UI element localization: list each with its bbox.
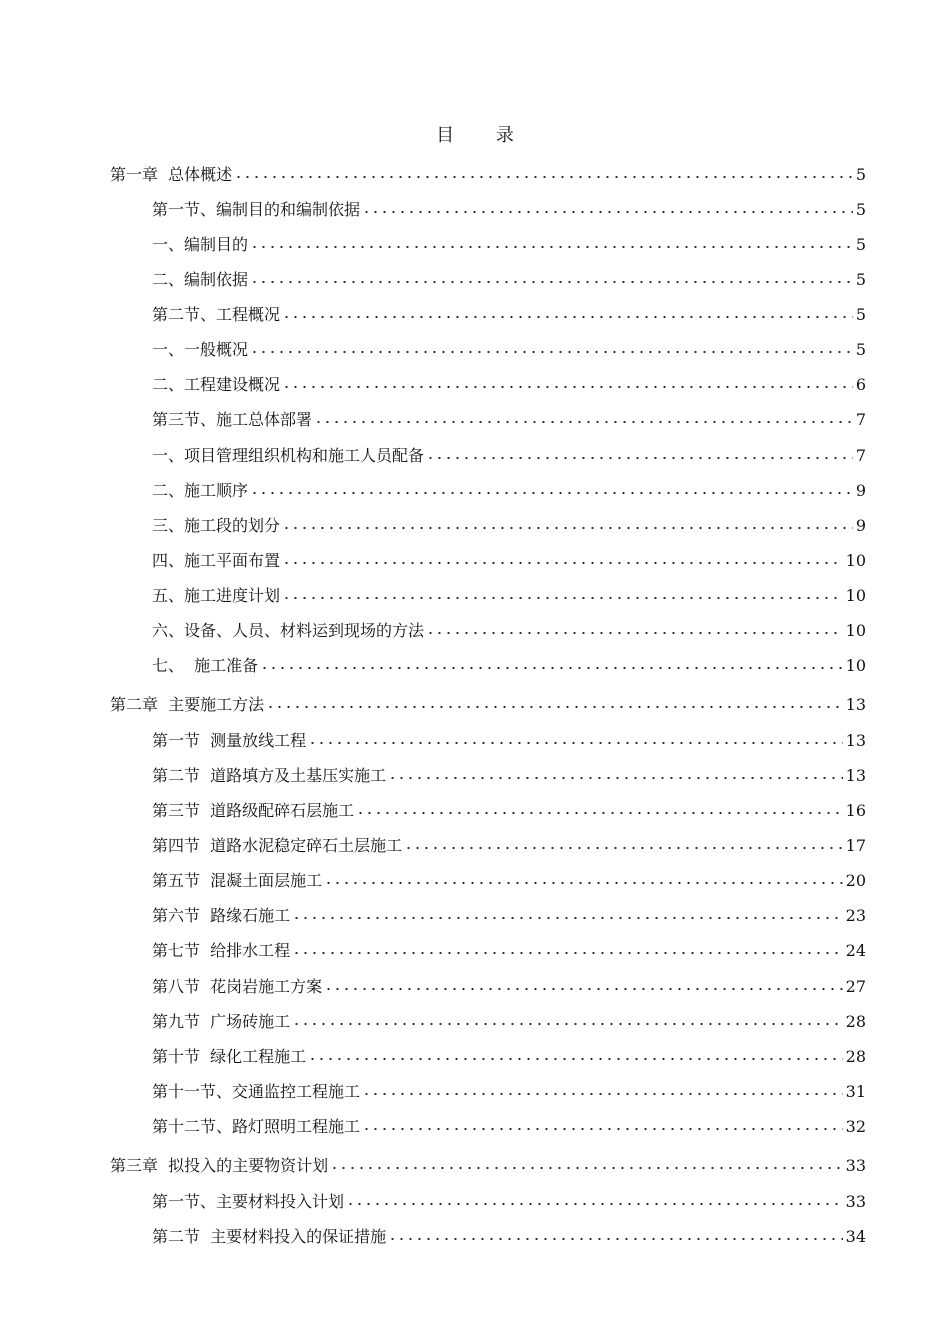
toc-dot-leader [308,739,842,747]
toc-entry-label: 第十一节、交通监控工程施工 [152,1082,361,1101]
toc-dot-leader [308,1055,842,1063]
toc-dot-leader [362,208,853,216]
toc-page-number: 27 [845,977,866,996]
toc-section-entry[interactable] [152,441,866,467]
toc-entry-label: 第三节 道路级配碎石层施工 [152,801,355,820]
toc-section-entry[interactable] [152,1222,866,1248]
toc-chapter-entry[interactable] [110,690,866,716]
toc-entry-label: 第七节 给排水工程 [152,941,291,960]
toc-section-entry[interactable] [152,476,866,502]
toc-dot-leader [426,629,843,637]
toc-dot-leader [250,489,853,497]
toc-dot-leader [346,1200,843,1208]
toc-dot-leader [324,985,842,993]
toc-entry-label: 一、一般概况 [152,340,249,359]
toc-page-number: 10 [845,621,866,640]
toc-dot-leader [282,383,853,391]
toc-entry-label: 第十节 绿化工程施工 [152,1047,307,1066]
toc-page-number: 7 [855,446,866,465]
toc-page-number: 10 [845,656,866,675]
toc-entry-label: 一、项目管理组织机构和施工人员配备 [152,446,425,465]
toc-section-entry[interactable] [152,936,866,962]
toc-page-number: 5 [855,165,866,184]
toc-entry-label: 第十二节、路灯照明工程施工 [152,1117,361,1136]
toc-page-number: 5 [855,305,866,324]
toc-dot-leader [292,1020,842,1028]
toc-page-number: 34 [845,1227,866,1246]
toc-dot-leader [250,243,853,251]
toc-page-number: 28 [845,1047,866,1066]
toc-dot-leader [356,809,842,817]
toc-page-number: 24 [845,941,866,960]
toc-entry-label: 第五节 混凝土面层施工 [152,871,323,890]
toc-page-number: 33 [845,1156,866,1175]
toc-page-number: 13 [845,695,866,714]
toc-entry-label: 第三章 拟投入的主要物资计划 [110,1156,329,1175]
toc-entry-label: 第九节 广场砖施工 [152,1012,291,1031]
toc-entry-label: 第四节 道路水泥稳定碎石土层施工 [152,836,403,855]
toc-section-entry[interactable] [152,1187,866,1213]
toc-section-entry[interactable] [152,511,866,537]
toc-page-number: 13 [845,766,866,785]
toc-dot-leader [282,524,853,532]
toc-dot-leader [362,1090,843,1098]
toc-entry-label: 二、施工顺序 [152,481,249,500]
toc-page-number: 32 [845,1117,866,1136]
toc-dot-leader [282,559,843,567]
toc-entry-label: 四、施工平面布置 [152,551,281,570]
toc-entry-label: 一、编制目的 [152,235,249,254]
toc-dot-leader [282,313,853,321]
toc-section-entry[interactable] [152,796,866,822]
toc-section-entry[interactable] [152,370,866,396]
toc-section-entry[interactable] [152,405,866,431]
toc-dot-leader [266,703,842,711]
toc-section-entry[interactable] [152,265,866,291]
toc-dot-leader [362,1125,843,1133]
toc-page-number: 6 [855,375,866,394]
toc-dot-leader [250,348,853,356]
toc-section-entry[interactable] [152,831,866,857]
toc-page-number: 7 [855,410,866,429]
toc-page-number: 17 [845,836,866,855]
toc-dot-leader [404,844,842,852]
toc-dot-leader [292,914,842,922]
toc-dot-leader [426,454,853,462]
toc-section-entry[interactable] [152,972,866,998]
toc-page-number: 10 [845,551,866,570]
toc-dot-leader [292,949,842,957]
toc-page-number: 23 [845,906,866,925]
toc-entry-label: 二、编制依据 [152,270,249,289]
toc-section-entry[interactable] [152,1042,866,1068]
toc-section-entry[interactable] [152,1007,866,1033]
toc-entry-label: 第二节 道路填方及土基压实施工 [152,766,387,785]
toc-page-number: 5 [855,200,866,219]
toc-entry-label: 第一节 测量放线工程 [152,731,307,750]
toc-page-number: 9 [855,481,866,500]
toc-entry-label: 第一节、主要材料投入计划 [152,1192,345,1211]
toc-page-number: 33 [845,1192,866,1211]
toc-chapter-entry[interactable] [110,160,866,186]
toc-entry-label: 第八节 花岗岩施工方案 [152,977,323,996]
toc-dot-leader [260,664,842,672]
toc-dot-leader [388,1235,842,1243]
toc-page-number: 28 [845,1012,866,1031]
toc-page-number: 20 [845,871,866,890]
toc-section-entry[interactable] [152,230,866,256]
toc-entry-label: 第一章 总体概述 [110,165,233,184]
toc-entry-label: 六、设备、人员、材料运到现场的方法 [152,621,425,640]
toc-entry-label: 二、工程建设概况 [152,375,281,394]
toc-entry-label: 五、施工进度计划 [152,586,281,605]
toc-title: 目 录 [436,125,532,146]
toc-page-number: 16 [845,801,866,820]
toc-section-entry[interactable] [152,726,866,752]
toc-page-number: 10 [845,586,866,605]
toc-entry-label: 第一节、编制目的和编制依据 [152,200,361,219]
toc-entry-label: 第二章 主要施工方法 [110,695,265,714]
toc-entry-label: 七、 施工准备 [152,656,259,675]
toc-section-entry[interactable] [152,616,866,642]
toc-section-entry[interactable] [152,901,866,927]
toc-page-number: 5 [855,235,866,254]
toc-dot-leader [314,418,853,426]
toc-dot-leader [330,1164,842,1172]
toc-page-number: 13 [845,731,866,750]
toc-entry-label: 第三节、施工总体部署 [152,410,313,429]
toc-page-number: 31 [845,1082,866,1101]
toc-entry-label: 第二节 主要材料投入的保证措施 [152,1227,387,1246]
toc-dot-leader [388,774,842,782]
toc-section-entry[interactable] [152,1112,866,1138]
toc-section-entry[interactable] [152,1077,866,1103]
toc-entry-label: 三、施工段的划分 [152,516,281,535]
toc-page-number: 9 [855,516,866,535]
toc-section-entry[interactable] [152,335,866,361]
toc-dot-leader [250,278,853,286]
toc-section-entry[interactable] [152,300,866,326]
toc-page-number: 5 [855,270,866,289]
toc-section-entry[interactable] [152,581,866,607]
toc-section-entry[interactable] [152,651,866,677]
toc-dot-leader [234,173,853,181]
toc-page-number: 5 [855,340,866,359]
toc-chapter-entry[interactable] [110,1151,866,1177]
toc-dot-leader [324,879,842,887]
toc-section-entry[interactable] [152,546,866,572]
toc-section-entry[interactable] [152,761,866,787]
toc-section-entry[interactable] [152,195,866,221]
toc-section-entry[interactable] [152,866,866,892]
toc-entry-label: 第六节 路缘石施工 [152,906,291,925]
toc-dot-leader [282,594,843,602]
toc-entry-label: 第二节、工程概况 [152,305,281,324]
